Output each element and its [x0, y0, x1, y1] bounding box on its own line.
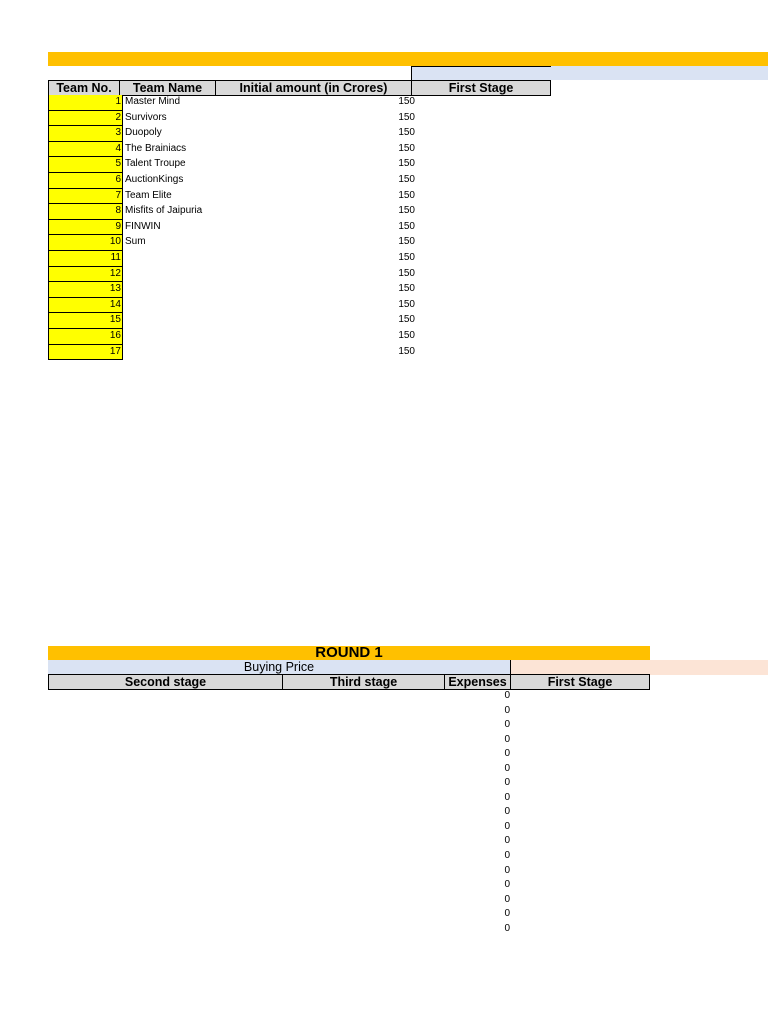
initial-amount-cell: 150 — [398, 329, 415, 341]
team-no-cell: 4 — [48, 142, 123, 158]
team-name-cell: Duopoly — [125, 127, 162, 139]
initial-amount-cell: 150 — [398, 236, 415, 248]
team-no-cell: 2 — [48, 111, 123, 127]
table-row — [48, 282, 418, 298]
initial-amount-cell: 150 — [398, 127, 415, 139]
table-row — [48, 220, 418, 236]
team-name-cell — [123, 267, 325, 283]
team-name-cell — [123, 345, 325, 361]
team-no-cell: 13 — [48, 282, 123, 298]
initial-amount-cell: 150 — [398, 314, 415, 326]
initial-amount-cell: 150 — [398, 298, 415, 310]
header-team-name: Team Name — [119, 80, 216, 96]
expense-cell: 0 — [504, 748, 510, 760]
header-third-stage: Third stage — [282, 674, 445, 690]
peach-band — [511, 660, 768, 675]
initial-amount-cell: 150 — [398, 220, 415, 232]
initial-amount-cell: 150 — [398, 96, 415, 107]
team-name-cell: Misfits of Jaipuria — [125, 205, 203, 217]
table-row — [48, 313, 418, 329]
initial-amount-cell: 150 — [398, 158, 415, 170]
expense-cell: 0 — [504, 864, 510, 876]
team-no-cell: 17 — [48, 345, 123, 361]
table-row — [48, 111, 418, 127]
stage-band-outline — [411, 66, 551, 81]
expenses-column — [444, 689, 510, 936]
table-row — [48, 142, 418, 158]
table-row — [48, 189, 418, 205]
expense-cell: 0 — [504, 835, 510, 847]
team-no-cell: 8 — [48, 204, 123, 220]
expense-cell: 0 — [504, 879, 510, 891]
team-no-cell: 9 — [48, 220, 123, 236]
team-name-cell: AuctionKings — [125, 173, 184, 185]
initial-amount-cell: 150 — [398, 111, 415, 123]
table-row — [48, 173, 418, 189]
team-no-cell: 12 — [48, 267, 123, 283]
team-name-cell — [123, 329, 325, 345]
team-name-cell: Team Elite — [125, 189, 172, 201]
team-no-cell: 5 — [48, 157, 123, 173]
initial-amount-cell: 150 — [398, 142, 415, 154]
table-row — [48, 267, 418, 283]
expense-cell: 0 — [504, 704, 510, 716]
header-second-stage: Second stage — [48, 674, 283, 690]
expense-cell: 0 — [504, 908, 510, 920]
team-name-cell: FINWIN — [125, 220, 161, 232]
header-initial-amount: Initial amount (in Crores) — [215, 80, 412, 96]
team-no-cell: 7 — [48, 189, 123, 205]
initial-amount-cell: 150 — [398, 205, 415, 217]
expense-cell: 0 — [504, 922, 510, 934]
initial-amount-cell: 150 — [398, 267, 415, 279]
expense-cell: 0 — [504, 733, 510, 745]
team-name-cell — [123, 298, 325, 314]
team-no-cell: 6 — [48, 173, 123, 189]
expense-cell: 0 — [504, 850, 510, 862]
team-name-cell: Talent Troupe — [125, 158, 186, 170]
team-no-cell: 3 — [48, 126, 123, 142]
table-row — [48, 298, 418, 314]
table-row — [48, 95, 418, 111]
title-bar — [48, 52, 768, 66]
team-name-cell: Survivors — [125, 111, 167, 123]
team-no-cell: 16 — [48, 329, 123, 345]
expense-cell: 0 — [504, 690, 510, 701]
table-row — [48, 345, 418, 361]
expense-cell: 0 — [504, 719, 510, 731]
initial-amount-cell: 150 — [398, 251, 415, 263]
team-name-cell — [123, 282, 325, 298]
header-first-stage-2: First Stage — [510, 674, 650, 690]
table-row — [48, 126, 418, 142]
round-title: ROUND 1 — [48, 646, 650, 660]
team-no-cell: 15 — [48, 313, 123, 329]
table-row — [48, 251, 418, 267]
team-name-cell: Sum — [125, 236, 146, 248]
table-row — [48, 329, 418, 345]
table-row — [48, 235, 418, 251]
expense-cell: 0 — [504, 762, 510, 774]
team-no-cell: 10 — [48, 235, 123, 251]
expense-cell: 0 — [504, 777, 510, 789]
initial-amount-cell: 150 — [398, 173, 415, 185]
team-no-cell: 1 — [48, 95, 123, 111]
header-expenses: Expenses — [444, 674, 511, 690]
team-name-cell — [123, 251, 325, 267]
table-row — [48, 157, 418, 173]
initial-amount-cell: 150 — [398, 189, 415, 201]
team-name-cell — [123, 313, 325, 329]
expense-cell: 0 — [504, 806, 510, 818]
table-row — [48, 204, 418, 220]
initial-amount-cell: 150 — [398, 345, 415, 357]
expense-cell: 0 — [504, 820, 510, 832]
team-no-cell: 14 — [48, 298, 123, 314]
expense-cell: 0 — [504, 893, 510, 905]
initial-amount-cell: 150 — [398, 283, 415, 295]
team-table-body — [48, 95, 418, 360]
expense-cell: 0 — [504, 791, 510, 803]
team-no-cell: 11 — [48, 251, 123, 267]
buying-price-band: Buying Price — [48, 660, 511, 675]
team-name-cell: The Brainiacs — [125, 142, 187, 154]
header-team-no: Team No. — [48, 80, 120, 96]
team-name-cell: Master Mind — [125, 96, 181, 107]
header-first-stage: First Stage — [411, 80, 551, 96]
